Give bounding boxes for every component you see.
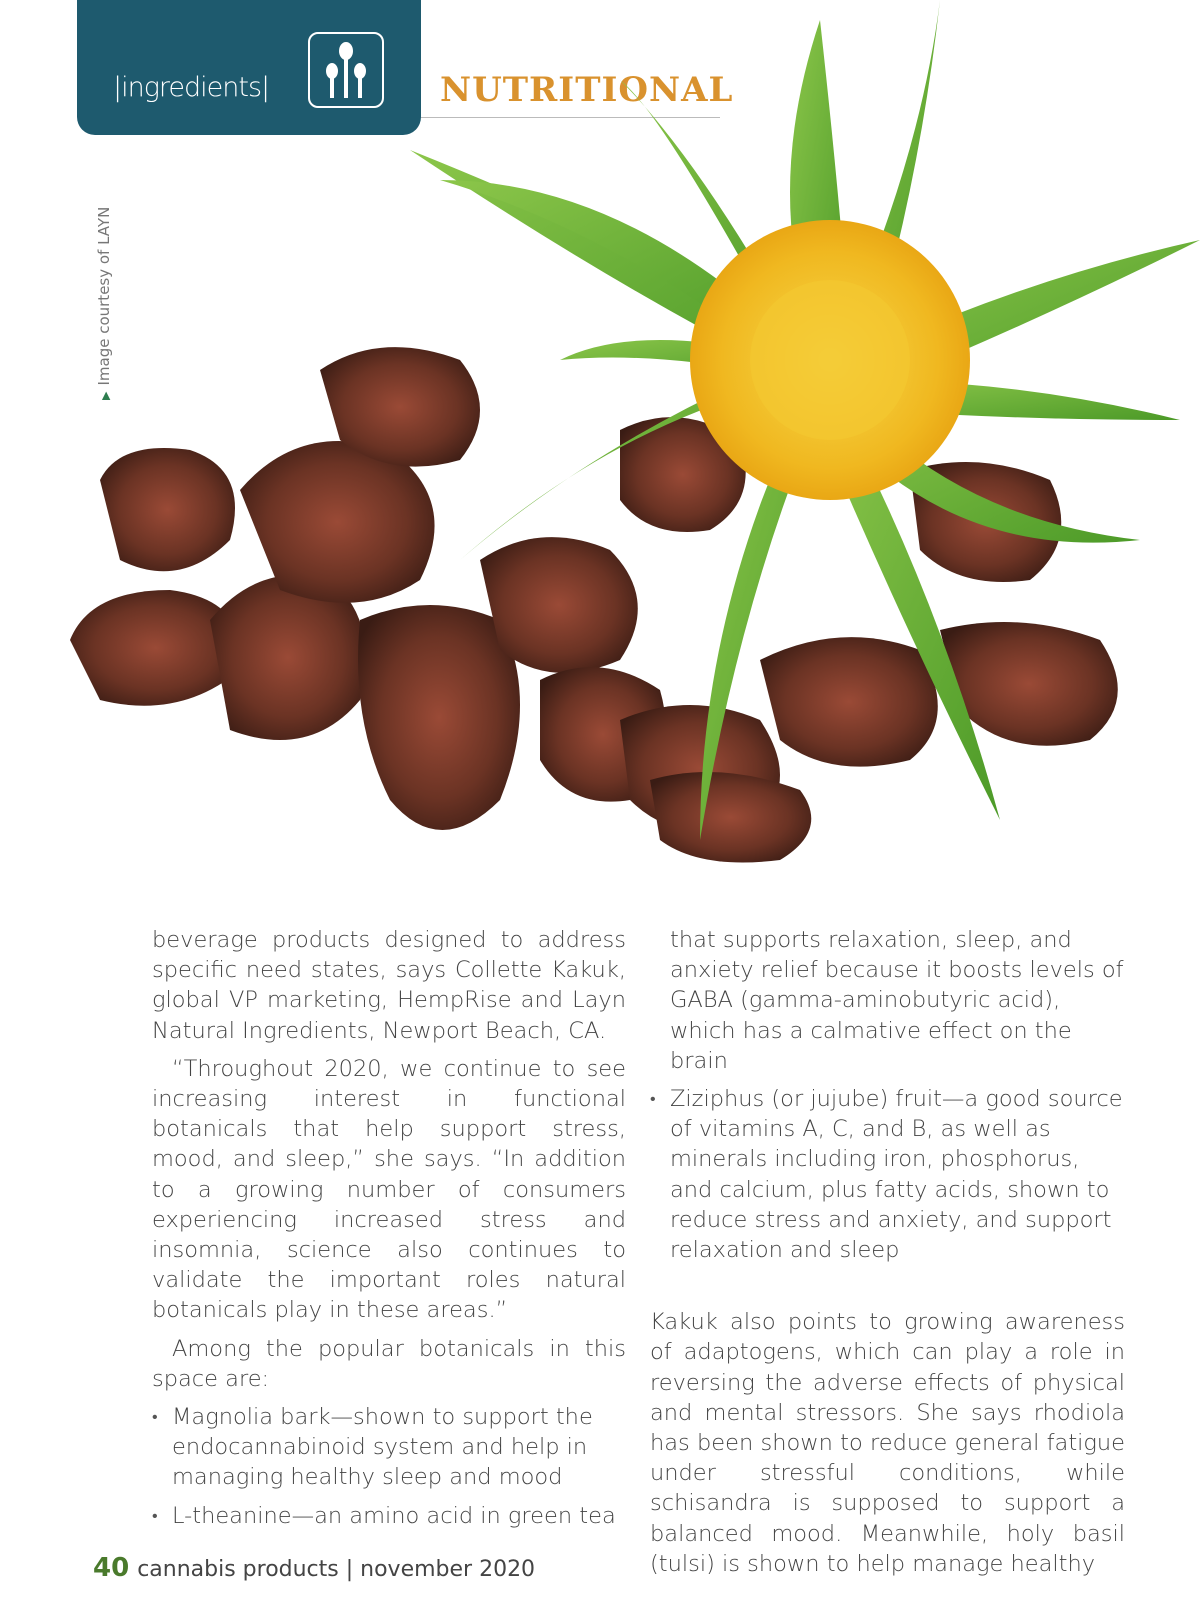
section-tab [77,0,421,135]
list-item-continuation: that supports relaxation, sleep, and anxiety relief because it boosts levels of GABA (gamma-aminobutyric acid), which has a calmative effect on the brain [670,927,1124,1074]
page-footer [93,1553,535,1583]
yellow-flower [690,220,970,500]
spoons-logo-icon [308,32,384,108]
botanicals-list [152,1402,626,1531]
section-title: NUTRITIONAL [440,70,734,110]
publication-info: cannabis products | november 2020 [137,1557,536,1582]
botanicals-list-continued [650,1084,1125,1265]
paragraph: “Throughout 2020, we continue to see increasing interest in functional botanicals that help support stress, mood, and sleep,” she says. “In addition to a growing number of consumers experiencing increased stress and insomnia, science also continues to validate the important roles natural botanicals play in these areas.” [152,1055,626,1324]
article-column-left [152,925,626,1539]
section-tab-label: |ingredients| [113,72,270,103]
article-column-right [650,925,1125,1587]
image-credit-text: Image courtesy of LAYN [95,206,113,386]
paragraph: beverage products designed to address specific need states, says Collette Kakuk, global VP marketing, HempRise and Layn Natural Ingredients, Newport Beach, CA. [152,927,626,1044]
caret-right-icon: ▶ [99,391,112,400]
image-credit [95,207,113,400]
list-item: • Magnolia bark—shown to support the endocannabinoid system and help in managing healthy sleep and mood [152,1402,626,1493]
page-number: 40 [93,1553,130,1583]
paragraph: Kakuk also points to growing awareness of adaptogens, which can play a role in reversing the adverse effects of physical and mental stressors. She says rhodiola has been shown to reduce general fatigue under stressful conditions, while schisandra is supposed to support a balanced mood. Meanwhile, holy basil (tulsi) is shown to help manage healthy [650,1309,1125,1577]
list-item: • Ziziphus (or jujube) fruit—a good source of vitamins A, C, and B, as well as minerals including iron, phosphorus, and calcium, plus fatty acids, shown to reduce stress and anxiety, and support relaxation and sleep [650,1084,1125,1265]
rhodiola-photo [60,0,1200,910]
paragraph: Among the popular botanicals in this space are: [152,1335,626,1392]
list-item: • L-theanine—an amino acid in green tea [152,1501,626,1531]
spacer [650,1273,1125,1307]
dried-roots [70,347,1118,862]
